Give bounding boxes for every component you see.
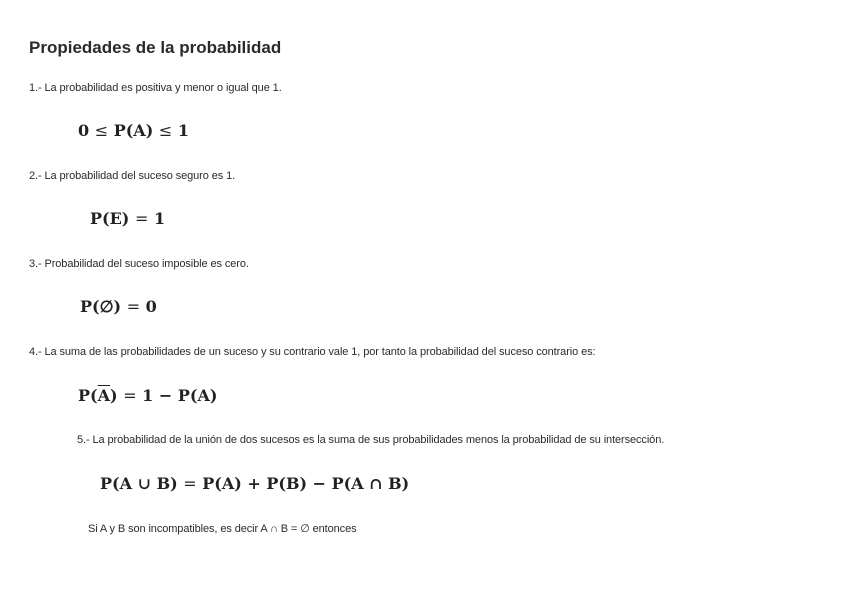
property-5-text: 5.- La probabilidad de la unión de dos sucesos es la suma de sus probabilidades menos la probabilidad de su intersección. [77, 434, 665, 446]
formula-rhs: 0 [145, 297, 157, 316]
property-5-formula [100, 474, 409, 493]
property-2-formula [90, 209, 165, 228]
property-1-formula [78, 121, 189, 140]
formula-lhs: P(A ∪ B) [100, 474, 178, 493]
formula-rhs: 1 − P(A) [142, 386, 218, 405]
formula-complement-term: $\overline{A}$ [97, 386, 111, 405]
formula-operator: = [123, 386, 137, 405]
page-title: Propiedades de la probabilidad [29, 38, 282, 57]
formula-operator: ≤ [158, 121, 173, 140]
property-4-formula [78, 386, 217, 405]
formula-operator: ≤ [94, 121, 109, 140]
property-2-text: 2.- La probabilidad del suceso seguro es 1. [29, 170, 236, 182]
incompatible-note: Si A y B son incompatibles, es decir A ∩ B = ∅ entonces [88, 523, 357, 535]
formula-rhs: 1 [153, 209, 166, 228]
formula-operator: = [134, 209, 149, 228]
property-3-text: 3.- Probabilidad del suceso imposible es cero. [29, 258, 249, 270]
formula-operator: = [183, 474, 197, 493]
formula-lhs-open: P( [78, 386, 98, 405]
formula-lhs: P(∅) [80, 297, 122, 316]
property-4-text: 4.- La suma de las probabilidades de un suceso y su contrario vale 1, por tanto la probabilidad del suceso contrario es: [29, 346, 596, 358]
property-3-formula [80, 297, 157, 316]
formula-operator: = [126, 297, 141, 316]
formula-lhs: P(E) [90, 209, 130, 228]
formula-term: 0 [78, 121, 90, 140]
property-1-text: 1.- La probabilidad es positiva y menor o igual que 1. [29, 82, 282, 94]
formula-rhs: P(A) + P(B) − P(A ∩ B) [202, 474, 410, 493]
formula-term: P(A) [113, 121, 154, 140]
formula-term: 1 [177, 121, 189, 140]
formula-lhs-close: ) [110, 386, 118, 405]
